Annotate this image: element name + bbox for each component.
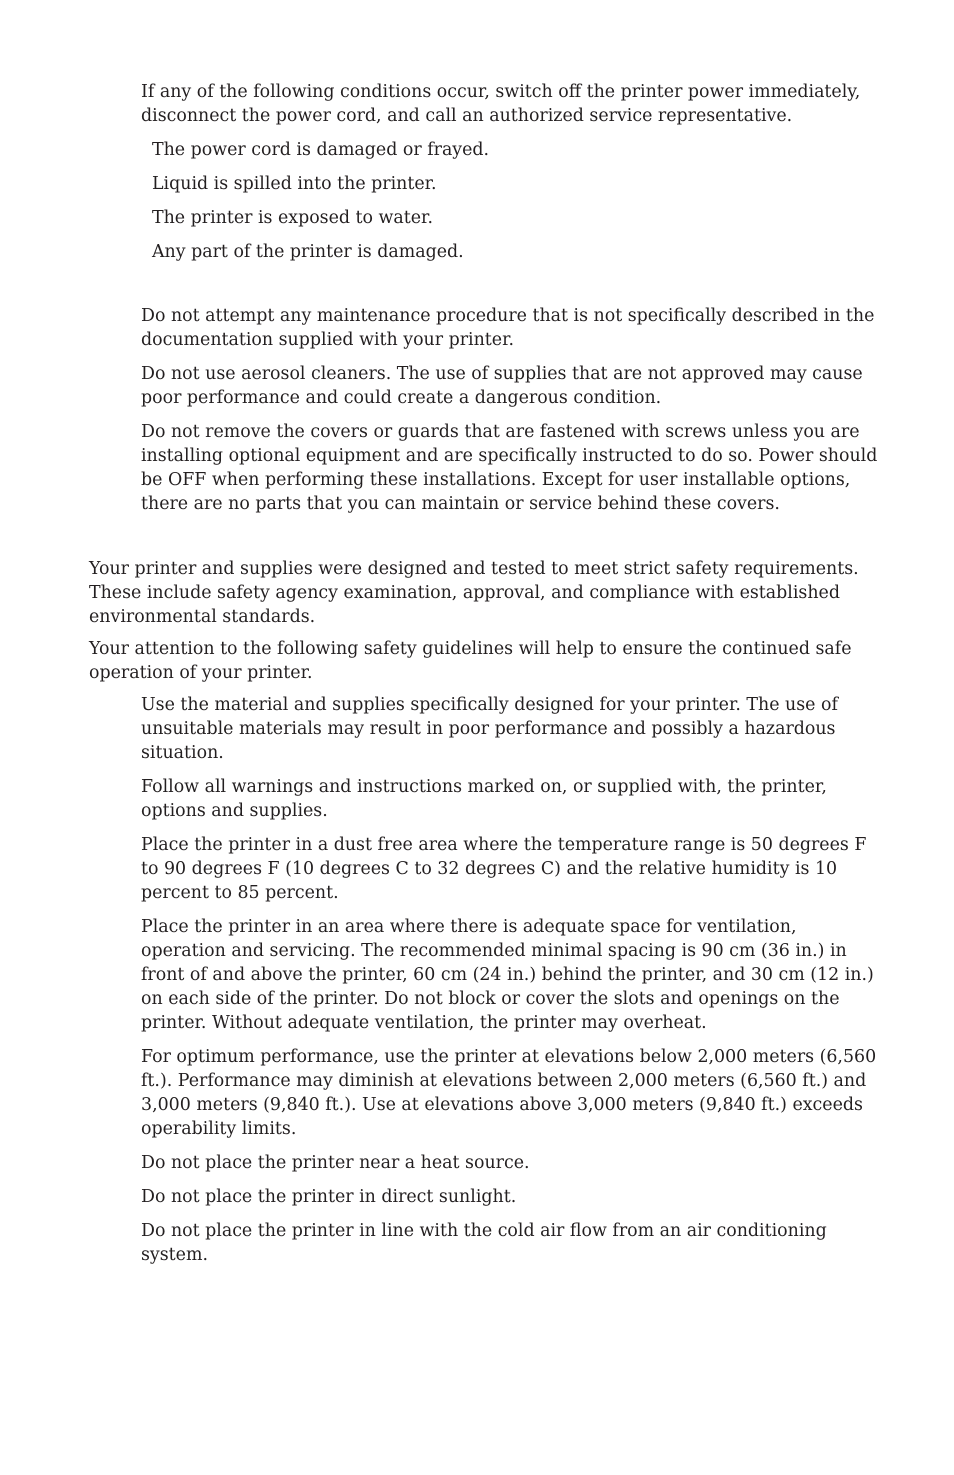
safety-guideline-item: Follow all warnings and instructions marked on, or supplied with, the printer, options and supplies. bbox=[141, 777, 827, 821]
safety-guideline-item: Do not place the printer in direct sunlight. bbox=[141, 1187, 517, 1207]
maintenance-item: Do not remove the covers or guards that are fastened with screws unless you are installing optional equipment and are specifically instructed to do so. Power should be OFF when performing these installations. Except for user installable options, there are no parts that you can maintain or service behind these covers. bbox=[141, 422, 878, 514]
safety-guidelines-list bbox=[141, 693, 881, 1267]
condition-item: The printer is exposed to water. bbox=[152, 208, 433, 228]
condition-item: Liquid is spilled into the printer. bbox=[152, 174, 437, 194]
safety-paragraph: Your attention to the following safety guidelines will help to ensure the continued safe operation of your printer. bbox=[89, 639, 852, 683]
conditions-intro: If any of the following conditions occur, switch off the printer power immediately, disconnect the power cord, and call an authorized service representative. bbox=[141, 82, 861, 126]
safety-guideline-item: For optimum performance, use the printer at elevations below 2,000 meters (6,560 ft.). Performance may diminish at elevations between 2,000 meters (6,560 ft.) and 3,000 meters (9,840 ft.). Use at elevations above 3,000 meters (9,840 ft.) exceeds operability limits. bbox=[141, 1047, 877, 1139]
maintenance-item: Do not attempt any maintenance procedure that is not specifically described in the documentation supplied with your printer. bbox=[141, 306, 875, 350]
safety-paragraph: Your printer and supplies were designed and tested to meet strict safety requirements. These include safety agency examination, approval, and compliance with established environmental standards. bbox=[89, 559, 859, 627]
safety-guideline-item: Place the printer in a dust free area where the temperature range is 50 degrees F to 90 degrees F (10 degrees C to 32 degrees C) and the relative humidity is 10 percent to 85 percent. bbox=[141, 835, 867, 903]
operational-safety-section bbox=[89, 557, 879, 1277]
maintenance-item: Do not use aerosol cleaners. The use of supplies that are not approved may cause poor performance and could create a dangerous condition. bbox=[141, 364, 863, 408]
condition-item: The power cord is damaged or frayed. bbox=[152, 140, 490, 160]
safety-guideline-item: Do not place the printer near a heat source. bbox=[141, 1153, 530, 1173]
maintenance-section bbox=[141, 304, 881, 526]
safety-guideline-item: Place the printer in an area where there is adequate space for ventilation, operation and servicing. The recommended minimal spacing is 90 cm (36 in.) in front of and above the printer, 60 cm (24 in.) behind the printer, and 30 cm (12 in.) on each side of the printer. Do not block or cover the slots and openings on the printer. Without adequate ventilation, the printer may overheat. bbox=[141, 917, 874, 1033]
safety-guideline-item: Do not place the printer in line with the cold air flow from an air conditioning system. bbox=[141, 1221, 827, 1265]
safety-guideline-item: Use the material and supplies specifically designed for your printer. The use of unsuitable materials may result in poor performance and possibly a hazardous situation. bbox=[141, 695, 838, 763]
condition-item: Any part of the printer is damaged. bbox=[152, 242, 464, 262]
power-conditions-section bbox=[141, 80, 881, 274]
